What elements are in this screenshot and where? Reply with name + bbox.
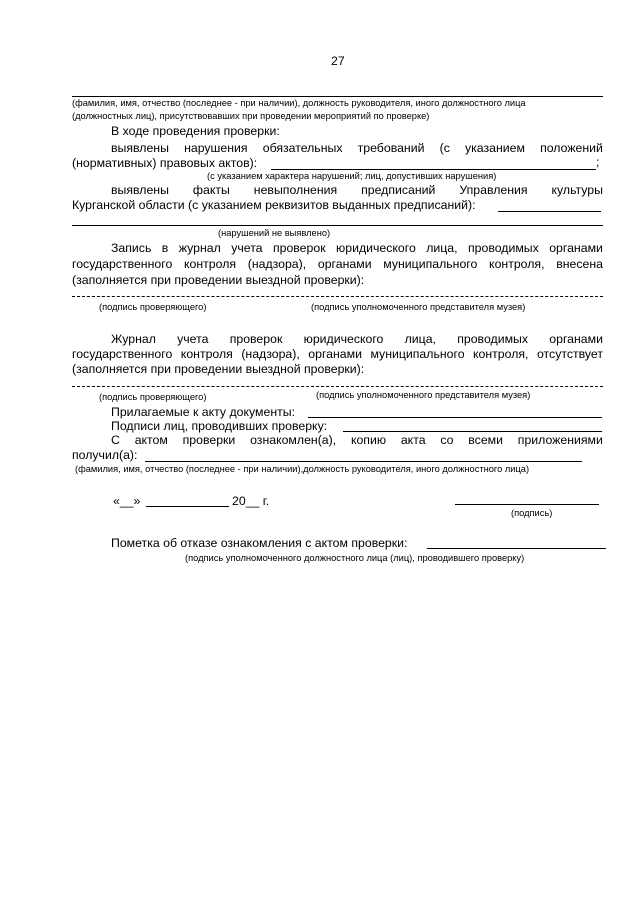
journal-absent-line-2: государственного контроля (надзора), органами муниципального контроля, отсутствует (72, 347, 603, 361)
journal-absent-signature-line (72, 386, 603, 387)
page-number: 27 (331, 54, 345, 68)
acquainted-line-2: получил(а): (72, 448, 138, 462)
violations-line-2: (нормативных) правовых актов): (72, 156, 258, 170)
date-line: «__» (113, 494, 141, 508)
signature-blank (455, 504, 599, 505)
official-name-caption-1: (фамилия, имя, отчество (последнее - при наличии), должность руководителя, иного должностного лица (72, 98, 526, 108)
inspectors-signatures-label: Подписи лиц, проводивших проверку: (111, 419, 328, 433)
during-inspection-heading: В ходе проведения проверки: (111, 124, 280, 138)
nonfulfillment-line-1: выявлены факты невыполнения предписаний Управления культуры (111, 183, 603, 197)
journal-entry-signature-line (72, 296, 603, 297)
acquainted-line-1: С актом проверки ознакомлен(а), копию акта со всеми приложениями (111, 433, 603, 447)
journal-entry-line-1: Запись в журнал учета проверок юридического лица, проводимых органами (111, 241, 603, 255)
signature-caption: (подпись) (511, 508, 553, 518)
date-year: 20__ г. (232, 494, 270, 508)
attached-documents-label: Прилагаемые к акту документы: (111, 405, 296, 419)
no-violations-caption: (нарушений не выявлено) (218, 228, 331, 238)
nonfulfillment-line (72, 225, 603, 226)
nonfulfillment-line-2: Курганской области (с указанием реквизитов выданных предписаний): (72, 198, 476, 212)
refusal-label: Пометка об отказе ознакомления с актом проверки: (111, 536, 408, 550)
refusal-blank (427, 548, 606, 549)
museum-representative-caption-2: (подпись уполномоченного представителя музея) (316, 390, 531, 400)
official-name-caption-2: (должностных лиц), присутствовавших при проведении мероприятий по проверке) (72, 111, 430, 121)
violations-semicolon: ; (596, 155, 600, 169)
acquainted-blank (145, 461, 582, 462)
violations-line-1: выявлены нарушения обязательных требований (с указанием положений (111, 141, 603, 155)
journal-absent-line-1: Журнал учета проверок юридического лица, проводимых органами (111, 332, 603, 346)
violations-blank (271, 169, 596, 170)
journal-absent-line-3: (заполняется при проведении выездной проверки): (72, 362, 365, 376)
inspector-signature-caption-2: (подпись проверяющего) (99, 392, 207, 402)
acquainted-caption: (фамилия, имя, отчество (последнее - при наличии),должность руководителя, иного должностного лица) (75, 464, 530, 474)
nonfulfillment-blank (498, 211, 601, 212)
refusal-caption: (подпись уполномоченного должностного лица (лиц), проводившего проверку) (185, 553, 525, 563)
journal-entry-line-2: государственного контроля (надзора), органами муниципального контроля, внесена (72, 257, 603, 271)
museum-representative-caption: (подпись уполномоченного представителя музея) (311, 302, 526, 312)
inspectors-signatures-blank (343, 431, 602, 432)
journal-entry-line-3: (заполняется при проведении выездной проверки): (72, 273, 365, 287)
attached-documents-blank (308, 417, 602, 418)
inspector-signature-caption: (подпись проверяющего) (99, 302, 207, 312)
date-month-blank (146, 506, 229, 507)
violations-caption: (с указанием характера нарушений; лиц, допустивших нарушения) (207, 171, 497, 181)
official-name-line (72, 96, 603, 97)
